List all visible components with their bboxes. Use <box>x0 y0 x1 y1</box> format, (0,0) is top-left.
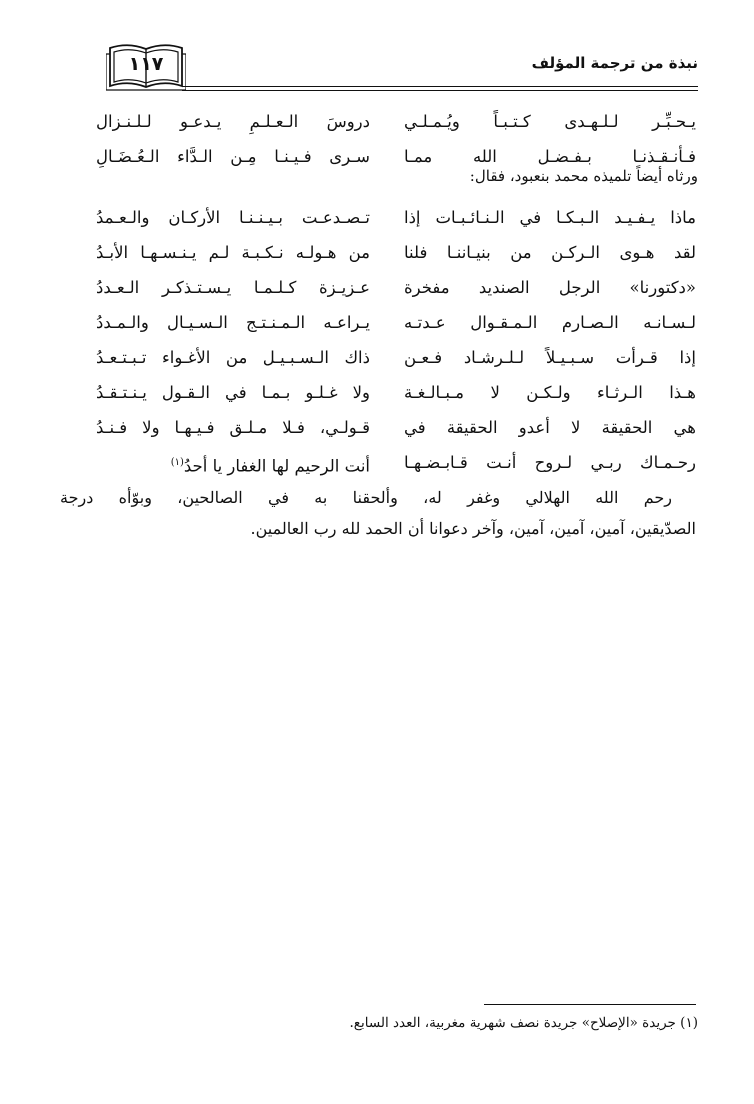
verse-second-hemistich: من هـولـه نـكـبـة لـم يـنـسـهـا الأبـدُ <box>96 243 370 262</box>
verse-second-hemistich: يـراعـه الـمـنـتـج الـسـيـال والـمـددُ <box>96 313 370 332</box>
verse-first-hemistich: إذا قـرأت سـبـيـلاً لـلـرشـاد فـعـن <box>404 348 696 367</box>
verse-second-hemistich-with-note <box>96 445 370 484</box>
verse-first-hemistich: هي الحقيقة لا أعدو الحقيقة في <box>404 418 696 437</box>
poem-intro: ورثاه أيضاً تلميذه محمد بنعبود، فقال: <box>469 167 698 185</box>
verse-line <box>96 200 696 235</box>
verse-line <box>96 445 696 480</box>
closing-paragraph <box>60 482 696 544</box>
verse-line <box>96 375 696 410</box>
verse-first-hemistich: فـأنـقـذنـا بـفـضـل الله ممـا <box>404 147 696 166</box>
poem-first <box>96 104 696 174</box>
verse-first-hemistich: يـحـبِّـر لـلـهـدى كـتـبـاً ويُـمـلـي <box>404 112 696 131</box>
verse-second-hemistich: أنت الرحيم لها الغفار يا أحدُ <box>183 456 370 476</box>
verse-second-hemistich: قـولـي، فـلا مـلـق فـيـهـا ولا فـنـدُ <box>96 418 370 437</box>
poem-elegy <box>96 200 696 480</box>
verse-first-hemistich: رحـمـاك ربـي لـروح أنـت قـابـضـهـا <box>404 453 696 472</box>
verse-line <box>96 235 696 270</box>
header-rule <box>182 86 698 91</box>
verse-second-hemistich: ولا غـلـو بـمـا في الـقـول يـنـتـقـدُ <box>96 383 370 402</box>
verse-second-hemistich: سـرى فـيـنـا مِـن الـدَّاء الـعُـضَـالِ <box>96 147 370 166</box>
verse-first-hemistich: لقد هـوى الـركـن من بنيـاننـا فلنا <box>404 243 696 262</box>
verse-first-hemistich: «دكتورنا» الرجل الصنديد مفخرة <box>404 278 696 297</box>
verse-first-hemistich: ماذا يـفـيـد الـبـكـا في الـنـائـبـات إذا <box>404 208 696 227</box>
verse-line <box>96 104 696 139</box>
verse-line <box>96 340 696 375</box>
verse-first-hemistich: هـذا الـرثـاء ولـكـن لا مـبـالـغـة <box>404 383 696 402</box>
header-title: نبذة من ترجمة المؤلف <box>531 54 698 72</box>
verse-second-hemistich: ذاك الـسـبـيـل من الأغـواء تـبـتـعـدُ <box>96 348 370 367</box>
verse-second-hemistich: تـصـدعـت بـيـنـنـا الأركـان والـعـمدُ <box>96 208 370 227</box>
footnote-separator <box>484 1004 696 1005</box>
verse-line <box>96 305 696 340</box>
page-number: ١١٧ <box>128 53 164 75</box>
running-header <box>86 40 698 90</box>
footnote: (١) جريدة «الإصلاح» جريدة نصف شهرية مغربية، العدد السابع. <box>349 1015 698 1031</box>
verse-second-hemistich: عـزيـزة كـلـمـا يـسـتـذكـر الـعـددُ <box>96 278 370 297</box>
closing-line: الصدّيقين، آمين، آمين، آمين، وآخر دعوانا أن الحمد لله رب العالمين. <box>250 519 696 538</box>
verse-line <box>96 270 696 305</box>
verse-first-hemistich: لـسـانـه الـصـارم الـمـقـوال عـدتـه <box>404 313 696 332</box>
footnote-reference: (١) <box>170 457 184 468</box>
verse-line <box>96 410 696 445</box>
closing-line: رحم الله الهلالي وغفر له، وألحقنا به في الصالحين، وبوّأه درجة <box>60 488 672 507</box>
verse-second-hemistich: دروسَ الـعـلـمِ يـدعـو لـلـنـزال <box>96 112 370 131</box>
